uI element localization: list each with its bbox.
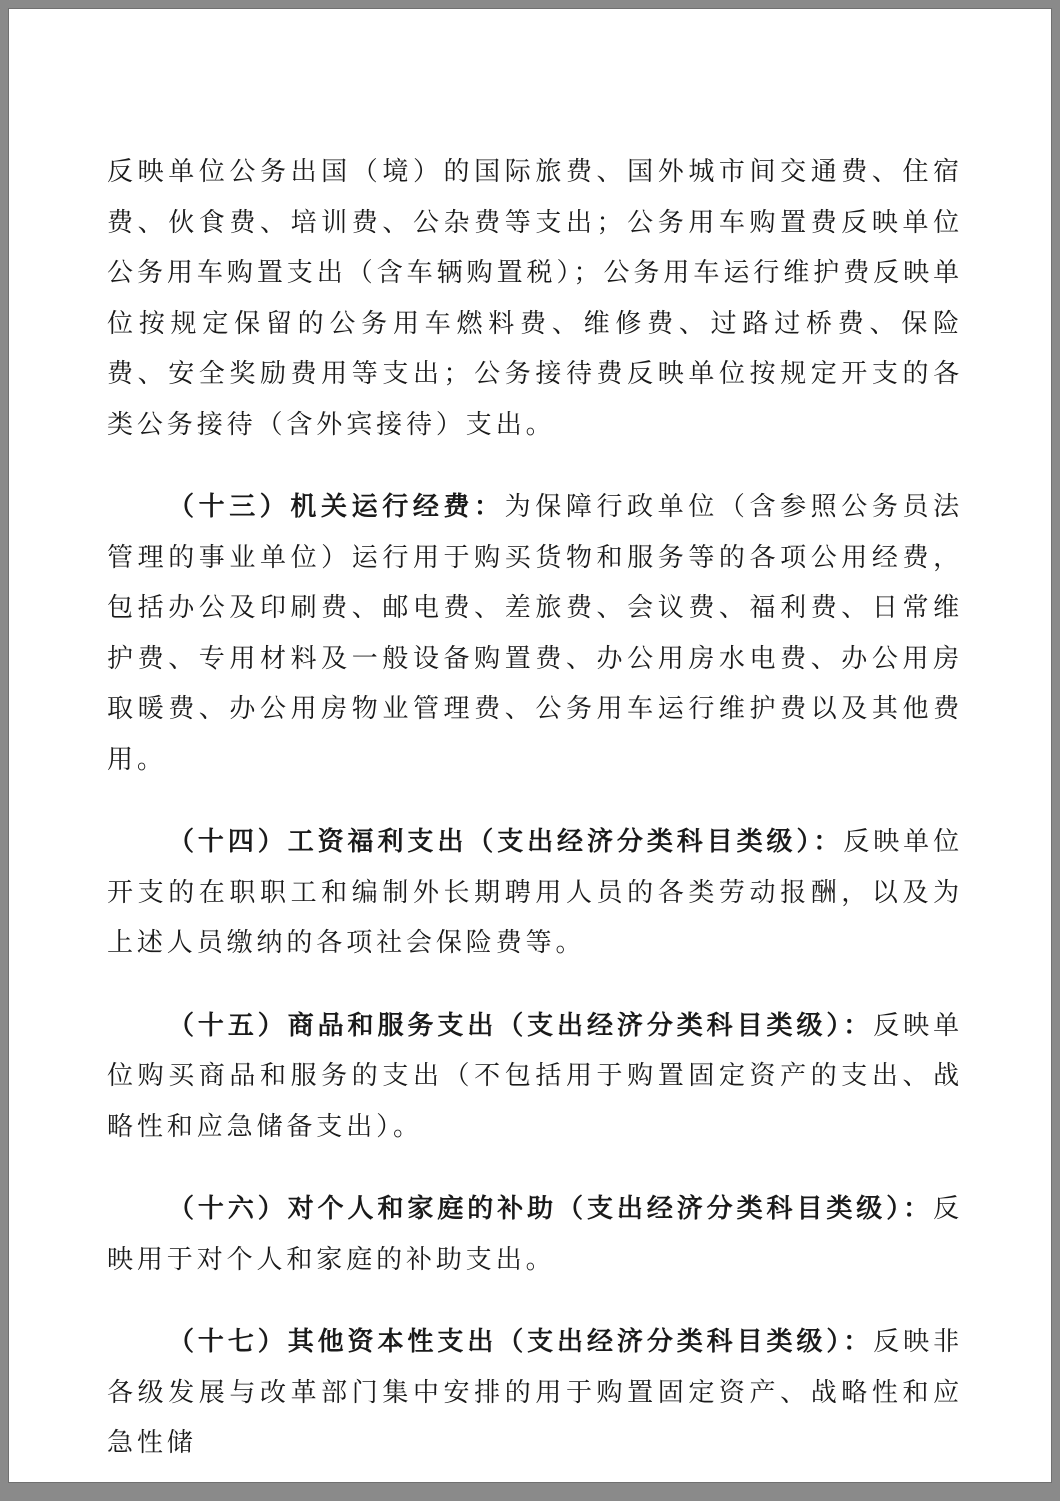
paragraph-14 (107, 817, 963, 969)
paragraph-continued (107, 147, 963, 450)
paragraph-text: 反映单位公务出国（境）的国际旅费、国外城市间交通费、住宿费、伙食费、培训费、公杂费等支出；公务用车购置费反映单位公务用车购置支出（含车辆购置税）；公务用车运行维护费反映单位按规定保留的公务用车燃料费、维修费、过路过桥费、保险费、安全奖励费用等支出；公务接待费反映单位按规定开支的各类公务接待（含外宾接待）支出。 (107, 157, 963, 440)
paragraph-text: 反映单位开支的在职职工和编制外长期聘用人员的各类劳动报酬，以及为上述人员缴纳的各项社会保险费等。 (107, 827, 963, 958)
paragraph-heading: （十六）对个人和家庭的补助（支出经济分类科目类级）： (168, 1194, 934, 1224)
paragraph-heading: （十三）机关运行经费： (168, 492, 505, 522)
paragraph-17 (107, 1317, 963, 1469)
paragraph-heading: （十四）工资福利支出（支出经济分类科目类级）： (168, 827, 844, 857)
document-body (107, 147, 963, 1501)
paragraph-heading: （十五）商品和服务支出（支出经济分类科目类级）： (168, 1010, 874, 1041)
paragraph-text: 反映单位购买商品和服务的支出（不包括用于购置固定资产的支出、战略性和应急储备支出）。 (107, 1010, 964, 1142)
paragraph-15 (107, 1001, 963, 1153)
paragraph-text: 为保障行政单位（含参照公务员法管理的事业单位）运行用于购买货物和服务等的各项公用经费，包括办公及印刷费、邮电费、差旅费、会议费、福利费、日常维护费、专用材料及一般设备购置费、办公用房水电费、办公用房取暖费、办公用房物业管理费、公务用车运行维护费以及其他费用。 (107, 492, 963, 775)
paragraph-text: 反映用于对个人和家庭的补助支出。 (107, 1194, 963, 1275)
document-page (8, 8, 1052, 1483)
paragraph-13 (107, 482, 963, 785)
paragraph-text: 反映非各级发展与改革部门集中安排的用于购置固定资产、战略性和应急性储 (107, 1327, 964, 1458)
paragraph-16 (107, 1184, 963, 1285)
paragraph-heading: （十七）其他资本性支出（支出经济分类科目类级）： (168, 1327, 874, 1357)
